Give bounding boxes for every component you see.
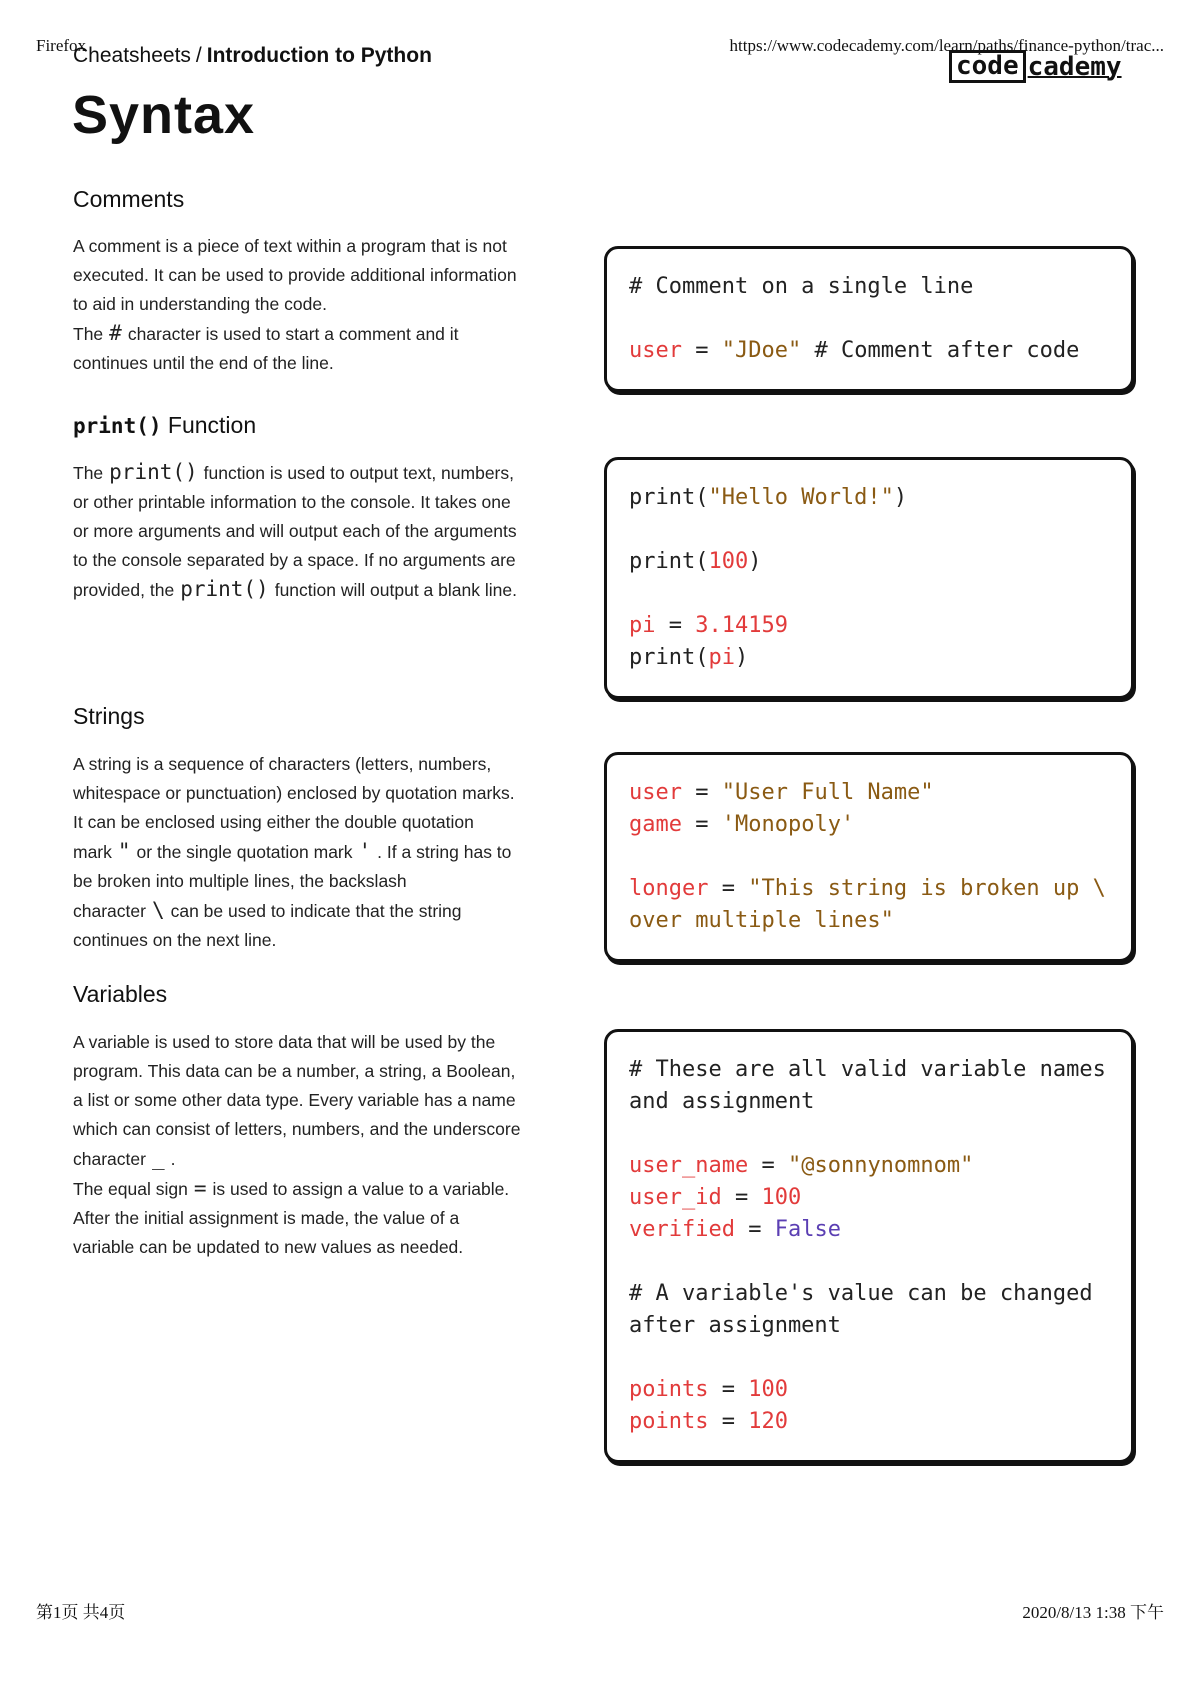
code-token: 100 [761, 1185, 802, 1210]
text-span: character is used to start a comment and it continues until the end of the line. [73, 324, 459, 373]
logo-boxed-part: code [949, 50, 1026, 83]
code-line [629, 642, 1109, 674]
code-token: ) [734, 645, 749, 670]
code-token: user_name [629, 1153, 749, 1178]
code-token: # A variable's value can be changed after assignment [629, 1281, 1106, 1338]
variables-paragraph-1 [73, 1028, 523, 1174]
code-line [629, 1054, 1120, 1118]
code-line [629, 1342, 1109, 1374]
code-line [629, 1150, 1109, 1182]
text-span: The equal sign [73, 1179, 188, 1199]
variables-paragraph-2 [73, 1174, 523, 1262]
code-token: = [708, 876, 749, 901]
code-line [629, 610, 1109, 642]
heading-code: print() [73, 414, 162, 438]
breadcrumb-separator: / [195, 44, 202, 67]
code-token: 100 [748, 1377, 788, 1402]
code-token: # Comment on a single line [629, 274, 974, 299]
variables-description [73, 1028, 523, 1262]
text-span: A variable is used to store data that will be used by the program. This data can be a number, a string, a Boolean, a list or some other data type. Every variable has a name which can consist of letters, numbers, and the underscore character [73, 1032, 521, 1169]
code-token: "User Full Name" [721, 780, 934, 805]
code-line [629, 1374, 1109, 1406]
codecademy-logo[interactable] [949, 50, 1122, 83]
page-url: https://www.codecademy.com/learn/paths/finance-python/trac... [729, 36, 1164, 55]
code-token: points [629, 1409, 709, 1434]
code-token: ) [893, 485, 908, 510]
code-token: = [655, 613, 696, 638]
code-token: = [734, 1217, 775, 1242]
code-token: = [681, 812, 722, 837]
code-token: print( [629, 549, 709, 574]
code-token: print( [629, 485, 709, 510]
strings-code-block [604, 752, 1134, 962]
code-line [629, 1118, 1109, 1150]
comments-code-block [604, 246, 1134, 392]
page-number: 第1页 共4页 [36, 1603, 126, 1622]
comments-paragraph-2 [73, 319, 523, 378]
comments-paragraph-1: A comment is a piece of text within a program that is not executed. It can be used to provide additional information to aid in understanding the code. [73, 236, 517, 314]
code-line [629, 514, 1109, 546]
print-datetime: 2020/8/13 1:38 下午 [1022, 1603, 1164, 1622]
code-line [629, 271, 1109, 303]
code-token: user [629, 338, 682, 363]
code-token: "This string is broken up \ [748, 876, 1106, 901]
code-token: over multiple lines" [629, 908, 894, 933]
text-span: The [73, 324, 104, 344]
code-token: False [774, 1217, 841, 1242]
code-token: pi [629, 613, 656, 638]
text-span: . [170, 1149, 176, 1169]
print-footer [36, 1598, 1164, 1622]
code-line [629, 809, 1109, 841]
code-token: points [629, 1377, 709, 1402]
code-line [629, 1278, 1109, 1342]
comments-description [73, 232, 523, 378]
code-token: = [681, 780, 722, 805]
breadcrumb [73, 44, 432, 68]
code-token: "Hello World!" [708, 485, 894, 510]
browser-name: Firefox [36, 36, 87, 55]
code-line [629, 303, 1109, 335]
code-token: game [629, 812, 682, 837]
inline-code: print() [180, 577, 269, 601]
code-token: user [629, 780, 682, 805]
text-span: A string is a sequence of characters (letters, numbers, whitespace or punctuation) enclosed by quotation marks. It can be enclosed using either the double quotation mark [73, 754, 515, 862]
print-function-heading [73, 412, 256, 439]
text-span: is used to assign a value to a variable. After the initial assignment is made, the value of a variable can be updated to new values as needed. [73, 1179, 510, 1257]
code-token: 120 [748, 1409, 788, 1434]
code-token: "@sonnynomnom" [787, 1153, 974, 1178]
strings-heading: Strings [73, 703, 145, 729]
code-line [629, 335, 1109, 367]
code-token: verified [629, 1217, 735, 1242]
text-span: function is used to output text, numbers, or other printable information to the console. It takes one or more arguments and will output each of the arguments to the console separated by a space. If no arguments are provided, the [73, 463, 517, 600]
text-span: or the single quotation mark [136, 842, 353, 862]
code-token: longer [629, 876, 709, 901]
code-token: = [748, 1153, 788, 1178]
text-span: The [73, 463, 104, 483]
code-line [629, 905, 1109, 937]
code-token: = [681, 338, 722, 363]
code-token: = [708, 1409, 749, 1434]
variables-code-block [604, 1029, 1134, 1463]
code-token: user_id [629, 1185, 722, 1210]
variables-heading: Variables [73, 981, 168, 1007]
breadcrumb-root-link[interactable]: Cheatsheets [73, 44, 191, 67]
code-line [629, 1214, 1109, 1246]
code-line [629, 578, 1109, 610]
strings-description [73, 750, 523, 955]
code-token: 3.14159 [695, 613, 788, 638]
code-line [629, 841, 1109, 873]
page-title: Syntax [72, 85, 256, 145]
code-line [629, 873, 1109, 905]
comments-heading: Comments [73, 186, 185, 212]
text-span: can be used to indicate that the string continues on the next line. [73, 901, 462, 950]
text-span: . If a string has to be broken into multiple lines, the backslash character [73, 842, 512, 921]
inline-code: _ [151, 1146, 165, 1170]
heading-text: Function [167, 412, 257, 438]
code-token: = [721, 1185, 762, 1210]
logo-rest-part: cademy [1027, 51, 1122, 82]
strings-paragraph-1 [73, 750, 523, 955]
code-line [629, 546, 1109, 578]
code-token: 100 [708, 549, 749, 574]
code-token: print( [629, 645, 709, 670]
inline-code: = [193, 1176, 207, 1200]
inline-code: print() [109, 460, 198, 484]
text-span: function will output a blank line. [274, 580, 517, 600]
code-token: "JDoe" [721, 338, 802, 363]
code-token: 'Monopoly' [721, 812, 855, 837]
code-line [629, 482, 1109, 514]
inline-code: " [117, 839, 131, 863]
print-code-block [604, 457, 1134, 699]
code-line [629, 777, 1109, 809]
code-line [629, 1406, 1109, 1438]
breadcrumb-current[interactable]: Introduction to Python [206, 44, 432, 67]
print-paragraph-1 [73, 458, 523, 605]
print-description [73, 458, 523, 605]
code-token: ) [748, 549, 762, 574]
inline-code: \ [151, 898, 165, 922]
code-token: = [708, 1377, 749, 1402]
code-token: pi [708, 645, 735, 670]
inline-code: ' [358, 839, 372, 863]
code-line [629, 1182, 1109, 1214]
code-line [629, 1246, 1109, 1278]
inline-code: # [109, 321, 122, 345]
code-token: # Comment after code [801, 338, 1080, 363]
code-token: # These are all valid variable names and assignment [629, 1057, 1120, 1114]
